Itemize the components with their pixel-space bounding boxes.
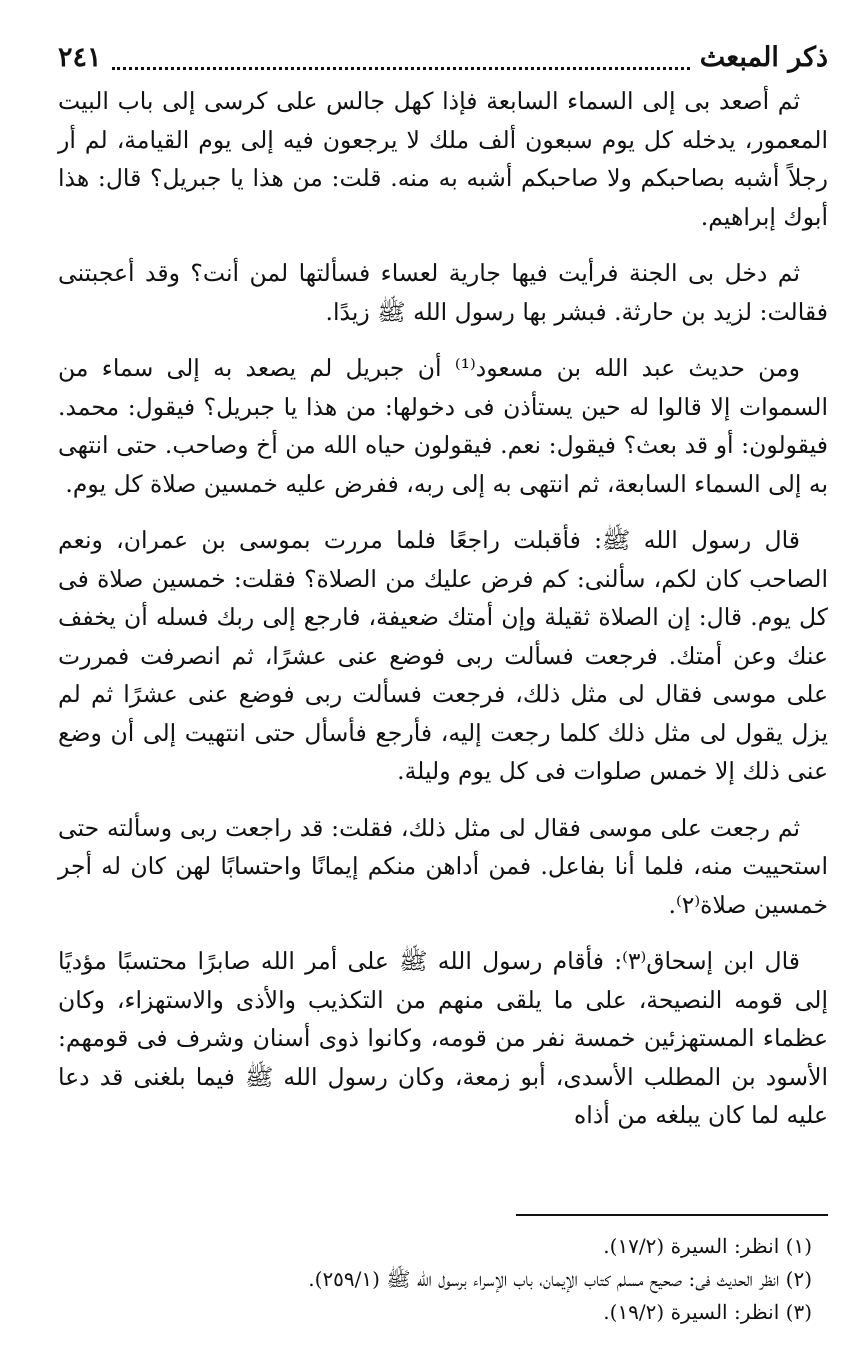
paragraph-ibn-masud: ومن حديث عبد الله بن مسعود⁽¹⁾ أن جبريل لم يصعد به إلى سماء من السموات إلا قالوا له حين يستأذن فى دخولها: من هذا يا جبريل؟ فيقول: محمد. فيقولون: أو قد بعث؟ فيقول: نعم. فيقولون حياه الله من أخ وصاحب. حتى انتهى به إلى السماء السابعة، ثم انتهى به إلى ربه، ففرض عليه خمسين صلاة كل يوم. xyxy=(58,354,828,498)
book-page xyxy=(58,34,828,1344)
main-text xyxy=(58,82,828,1135)
paragraph-fifty-prayers: ثم رجعت على موسى فقال لى مثل ذلك، فقلت: قد راجعت ربى وسألته حتى استحييت منه، فلما أنا بفاعل. فمن أداهن منكم إيمانًا واحتسابًا لهن كان له أجر خمسين صلاة⁽٢⁾. xyxy=(58,813,828,919)
paragraph-ibn-ishaq: قال ابن إسحاق⁽٣⁾: فأقام رسول الله ﷺ على أمر الله صابرًا محتسبًا مؤديًا إلى قومه النصيحة، على ما يلقى منهم من التكذيب والأذى والاستهزاء، وكان عظماء المستهزئين خمسة نفر من قومه، وكانوا ذوى أسنان وشرف فى قومهم: الأسود بن المطلب الأسدى، أبو زمعة، وكان رسول الله ﷺ فيما بلغنى قد دعا عليه لما كان يبلغه من أذاه xyxy=(58,947,828,1129)
footnote-3: (٣) انظر: السيرة (١٩/٢). xyxy=(603,1300,812,1324)
paragraph-musa: قال رسول الله ﷺ: فأقبلت راجعًا فلما مررت بموسى بن عمران، ونعم الصاحب كان لكم، سألنى: كم فرض عليك من الصلاة؟ فقلت: خمسين صلاة فى كل يوم. قال: إن الصلاة ثقيلة وإن أمتك ضعيفة، فارجع إلى ربك فسله أن يخفف عنك وعن أمتك. فرجعت فسألت ربى فوضع عنى عشرًا، ثم انصرفت فمررت على موسى فقال لى مثل ذلك، فرجعت فسألت ربى فوضع عنى عشرًا ثم لم يزل يقول لى مثل ذلك كلما رجعت إليه، فأرجع فأسأل حتى انتهيت إلى أن وضع عنى ذلك إلا خمس صلوات فى كل يوم وليلة. xyxy=(58,526,828,785)
running-head-title: ذكر المبعث xyxy=(699,41,828,73)
page-number: ٢٤١ xyxy=(58,41,102,73)
footnotes xyxy=(58,1214,828,1329)
running-header xyxy=(58,34,828,80)
footnote-1: (١) انظر: السيرة (١٧/٢). xyxy=(603,1234,812,1258)
paragraph-paradise: ثم دخل بى الجنة فرأيت فيها جارية لعساء فسألتها لمن أنت؟ وقد أعجبتنى فقالت: لزيد بن حارثة. فبشر بها رسول الله ﷺ زيدًا. xyxy=(58,259,828,326)
leader-dots xyxy=(112,45,690,70)
footnote-rule xyxy=(516,1214,828,1216)
paragraph-ibrahim: ثم أصعد بى إلى السماء السابعة فإذا كهل جالس على كرسى إلى باب البيت المعمور، يدخله كل يوم سبعون ألف ملك لا يرجعون فيه إلى يوم القيامة، لم أر رجلاً أشبه بصاحبكم ولا صاحبكم أشبه به منه. قلت: من هذا يا جبريل؟ قال: هذا أبوك إبراهيم. xyxy=(58,87,828,231)
footnote-2: (٢) انظر الحديث فى: صحيح مسلم كتاب الإيمان، باب الإسراء برسول الله ﷺ (٢٥٩/١). xyxy=(308,1267,812,1291)
